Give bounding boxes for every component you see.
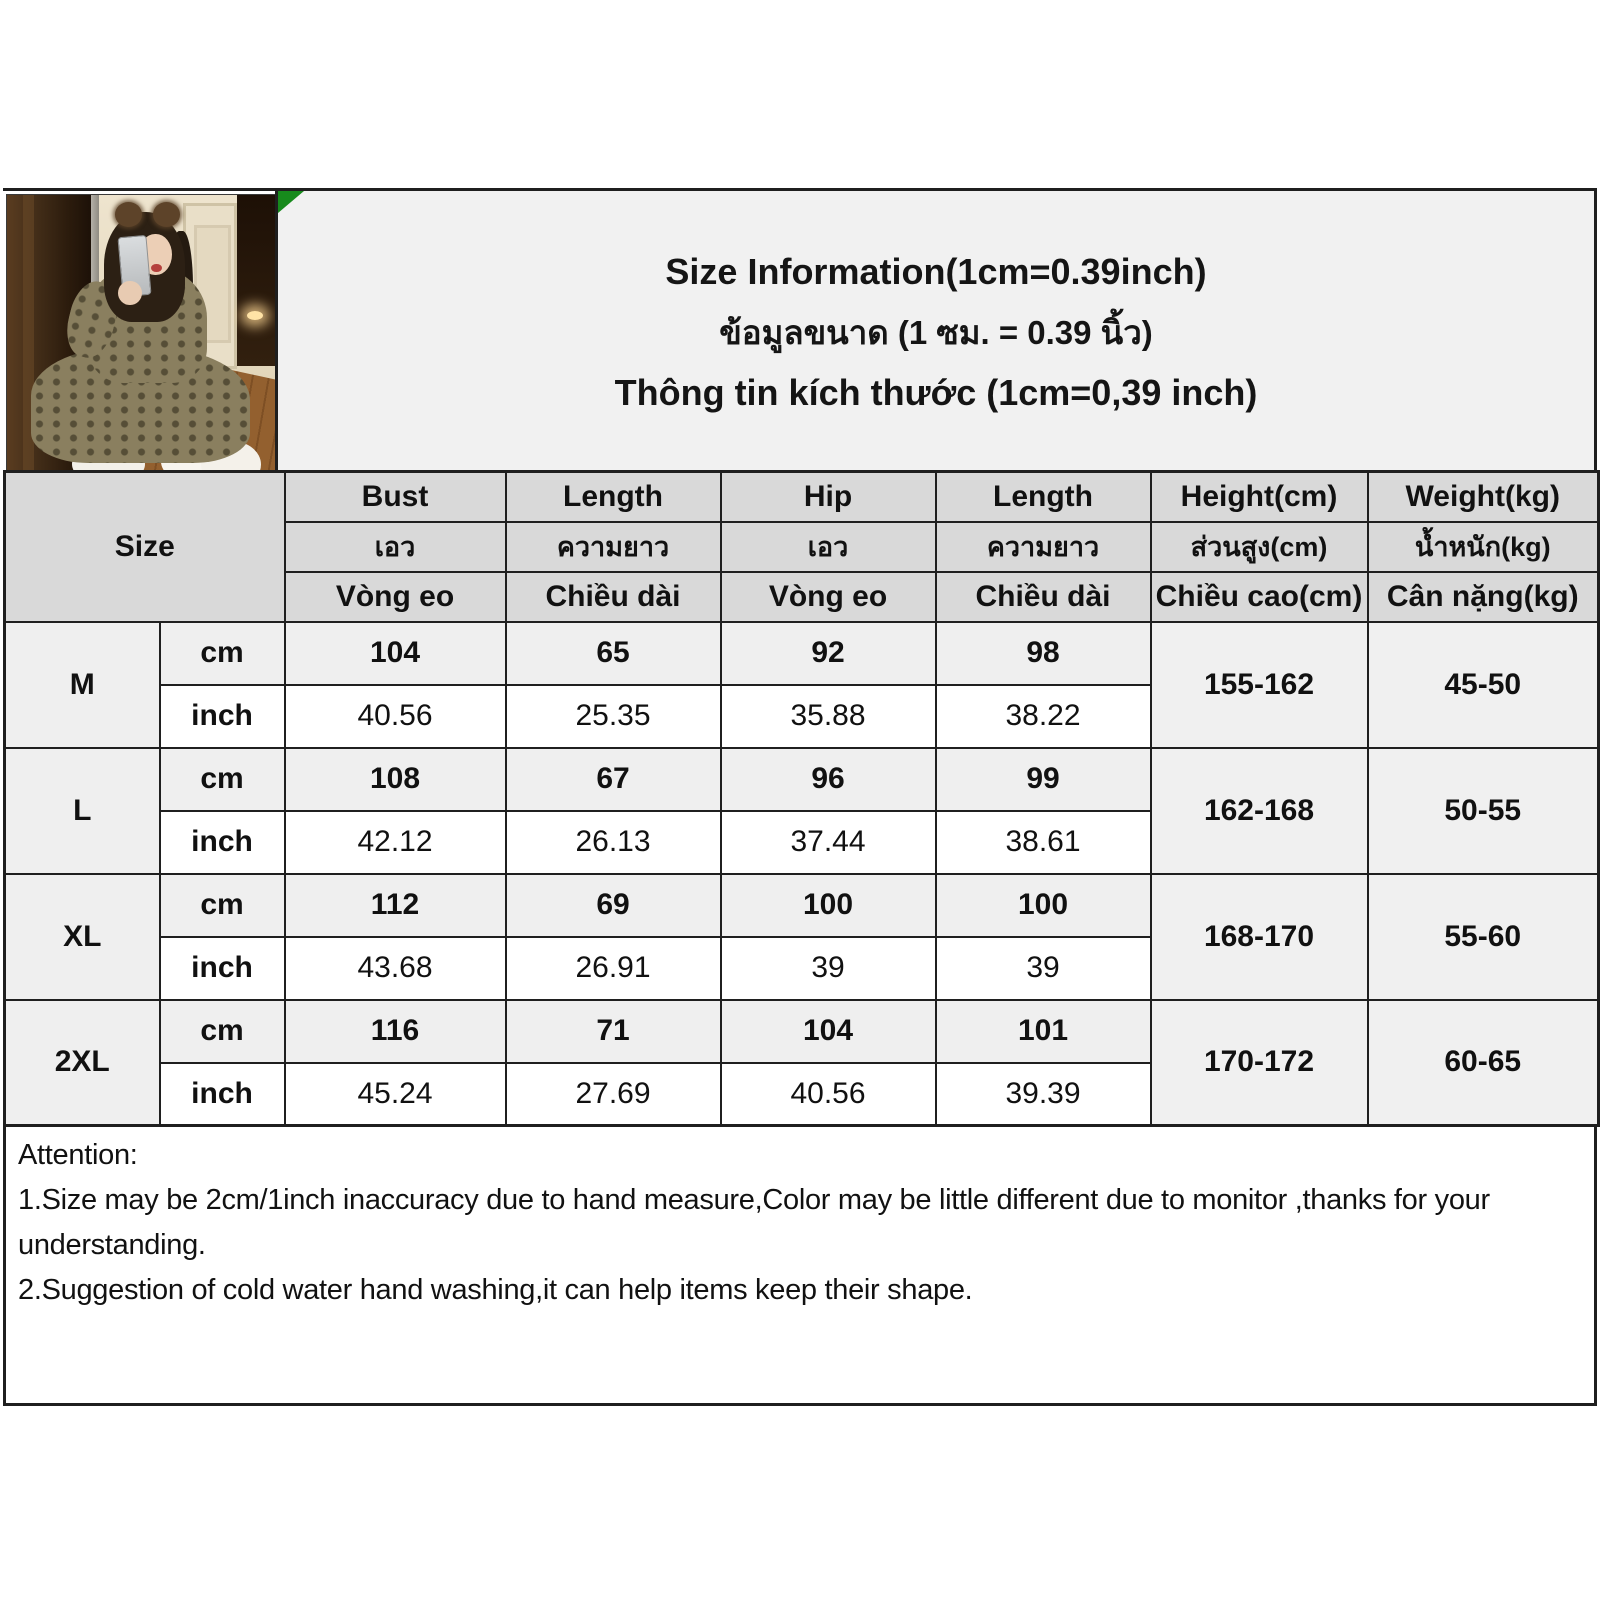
photo-hand xyxy=(118,281,142,306)
weight-range-cell: 45-50 xyxy=(1368,622,1599,748)
col-header-cell: Chiều cao(cm) xyxy=(1151,572,1368,622)
unit-cell: cm xyxy=(160,1000,285,1063)
unit-cell: cm xyxy=(160,874,285,937)
value-cell: 40.56 xyxy=(721,1063,936,1126)
value-cell: 96 xyxy=(721,748,936,811)
weight-range-cell: 60-65 xyxy=(1368,1000,1599,1126)
value-cell: 26.91 xyxy=(506,937,721,1000)
value-cell: 98 xyxy=(936,622,1151,685)
value-cell: 25.35 xyxy=(506,685,721,748)
value-cell: 67 xyxy=(506,748,721,811)
value-cell: 104 xyxy=(285,622,506,685)
product-photo xyxy=(6,194,278,472)
header-row-english xyxy=(5,472,1599,522)
col-header-cell: ส่วนสูง(cm) xyxy=(1151,522,1368,572)
col-header-cell: เอว xyxy=(285,522,506,572)
weight-range-cell: 55-60 xyxy=(1368,874,1599,1000)
unit-cell: cm xyxy=(160,748,285,811)
value-cell: 100 xyxy=(936,874,1151,937)
table-row-xl-cm xyxy=(5,874,1599,937)
col-header-cell: เอว xyxy=(721,522,936,572)
value-cell: 37.44 xyxy=(721,811,936,874)
value-cell: 45.24 xyxy=(285,1063,506,1126)
unit-cell: inch xyxy=(160,685,285,748)
value-cell: 39.39 xyxy=(936,1063,1151,1126)
height-range-cell: 162-168 xyxy=(1151,748,1368,874)
height-range-cell: 170-172 xyxy=(1151,1000,1368,1126)
unit-cell: inch xyxy=(160,811,285,874)
value-cell: 65 xyxy=(506,622,721,685)
value-cell: 40.56 xyxy=(285,685,506,748)
attention-note-1: 1.Size may be 2cm/1inch inaccuracy due to hand measure,Color may be little different due to monitor ,thanks for your understanding. xyxy=(18,1183,1490,1261)
value-cell: 116 xyxy=(285,1000,506,1063)
col-header-cell: Height(cm) xyxy=(1151,472,1368,522)
value-cell: 92 xyxy=(721,622,936,685)
col-header-cell: Length xyxy=(506,472,721,522)
value-cell: 27.69 xyxy=(506,1063,721,1126)
value-cell: 26.13 xyxy=(506,811,721,874)
unit-cell: inch xyxy=(160,937,285,1000)
col-header-cell: Chiều dài xyxy=(936,572,1151,622)
size-table xyxy=(3,470,1600,1127)
value-cell: 108 xyxy=(285,748,506,811)
title-thai: ข้อมูลขนาด (1 ซม. = 0.39 นิ้ว) xyxy=(719,313,1153,351)
value-cell: 99 xyxy=(936,748,1151,811)
attention-box xyxy=(3,1124,1597,1406)
col-header-cell: Vòng eo xyxy=(285,572,506,622)
col-header-cell: Length xyxy=(936,472,1151,522)
height-range-cell: 155-162 xyxy=(1151,622,1368,748)
value-cell: 112 xyxy=(285,874,506,937)
col-header-cell: Vòng eo xyxy=(721,572,936,622)
value-cell: 69 xyxy=(506,874,721,937)
col-header-cell: Cân nặng(kg) xyxy=(1368,572,1599,622)
size-label-cell: L xyxy=(5,748,160,874)
attention-title: Attention: xyxy=(18,1139,138,1171)
size-label-cell: M xyxy=(5,622,160,748)
green-corner-marker xyxy=(278,191,304,213)
col-header-cell: น้ำหนัก(kg) xyxy=(1368,522,1599,572)
top-band xyxy=(3,188,1597,473)
col-header-cell: Hip xyxy=(721,472,936,522)
col-header-cell: Chiều dài xyxy=(506,572,721,622)
table-row-m-cm xyxy=(5,622,1599,685)
value-cell: 42.12 xyxy=(285,811,506,874)
value-cell: 39 xyxy=(721,937,936,1000)
size-label-cell: 2XL xyxy=(5,1000,160,1126)
value-cell: 43.68 xyxy=(285,937,506,1000)
title-vietnamese: Thông tin kích thước (1cm=0,39 inch) xyxy=(614,371,1258,413)
title-english: Size Information(1cm=0.39inch) xyxy=(665,250,1207,292)
attention-note-2: 2.Suggestion of cold water hand washing,it can help items keep their shape. xyxy=(18,1273,973,1306)
value-cell: 104 xyxy=(721,1000,936,1063)
size-header-cell: Size xyxy=(5,472,285,622)
col-header-cell: ความยาว xyxy=(936,522,1151,572)
table-row-l-cm xyxy=(5,748,1599,811)
photo-bear-ear-headband xyxy=(115,202,142,227)
photo-bear-ear-headband xyxy=(153,202,180,227)
height-range-cell: 168-170 xyxy=(1151,874,1368,1000)
value-cell: 100 xyxy=(721,874,936,937)
photo-door-shadow xyxy=(237,195,278,366)
title-band xyxy=(275,191,1597,473)
size-label-cell: XL xyxy=(5,874,160,1000)
value-cell: 101 xyxy=(936,1000,1151,1063)
value-cell: 35.88 xyxy=(721,685,936,748)
col-header-cell: Weight(kg) xyxy=(1368,472,1599,522)
value-cell: 38.22 xyxy=(936,685,1151,748)
col-header-cell: Bust xyxy=(285,472,506,522)
value-cell: 38.61 xyxy=(936,811,1151,874)
value-cell: 71 xyxy=(506,1000,721,1063)
value-cell: 39 xyxy=(936,937,1151,1000)
weight-range-cell: 50-55 xyxy=(1368,748,1599,874)
col-header-cell: ความยาว xyxy=(506,522,721,572)
unit-cell: cm xyxy=(160,622,285,685)
unit-cell: inch xyxy=(160,1063,285,1126)
table-row-2xl-cm xyxy=(5,1000,1599,1063)
